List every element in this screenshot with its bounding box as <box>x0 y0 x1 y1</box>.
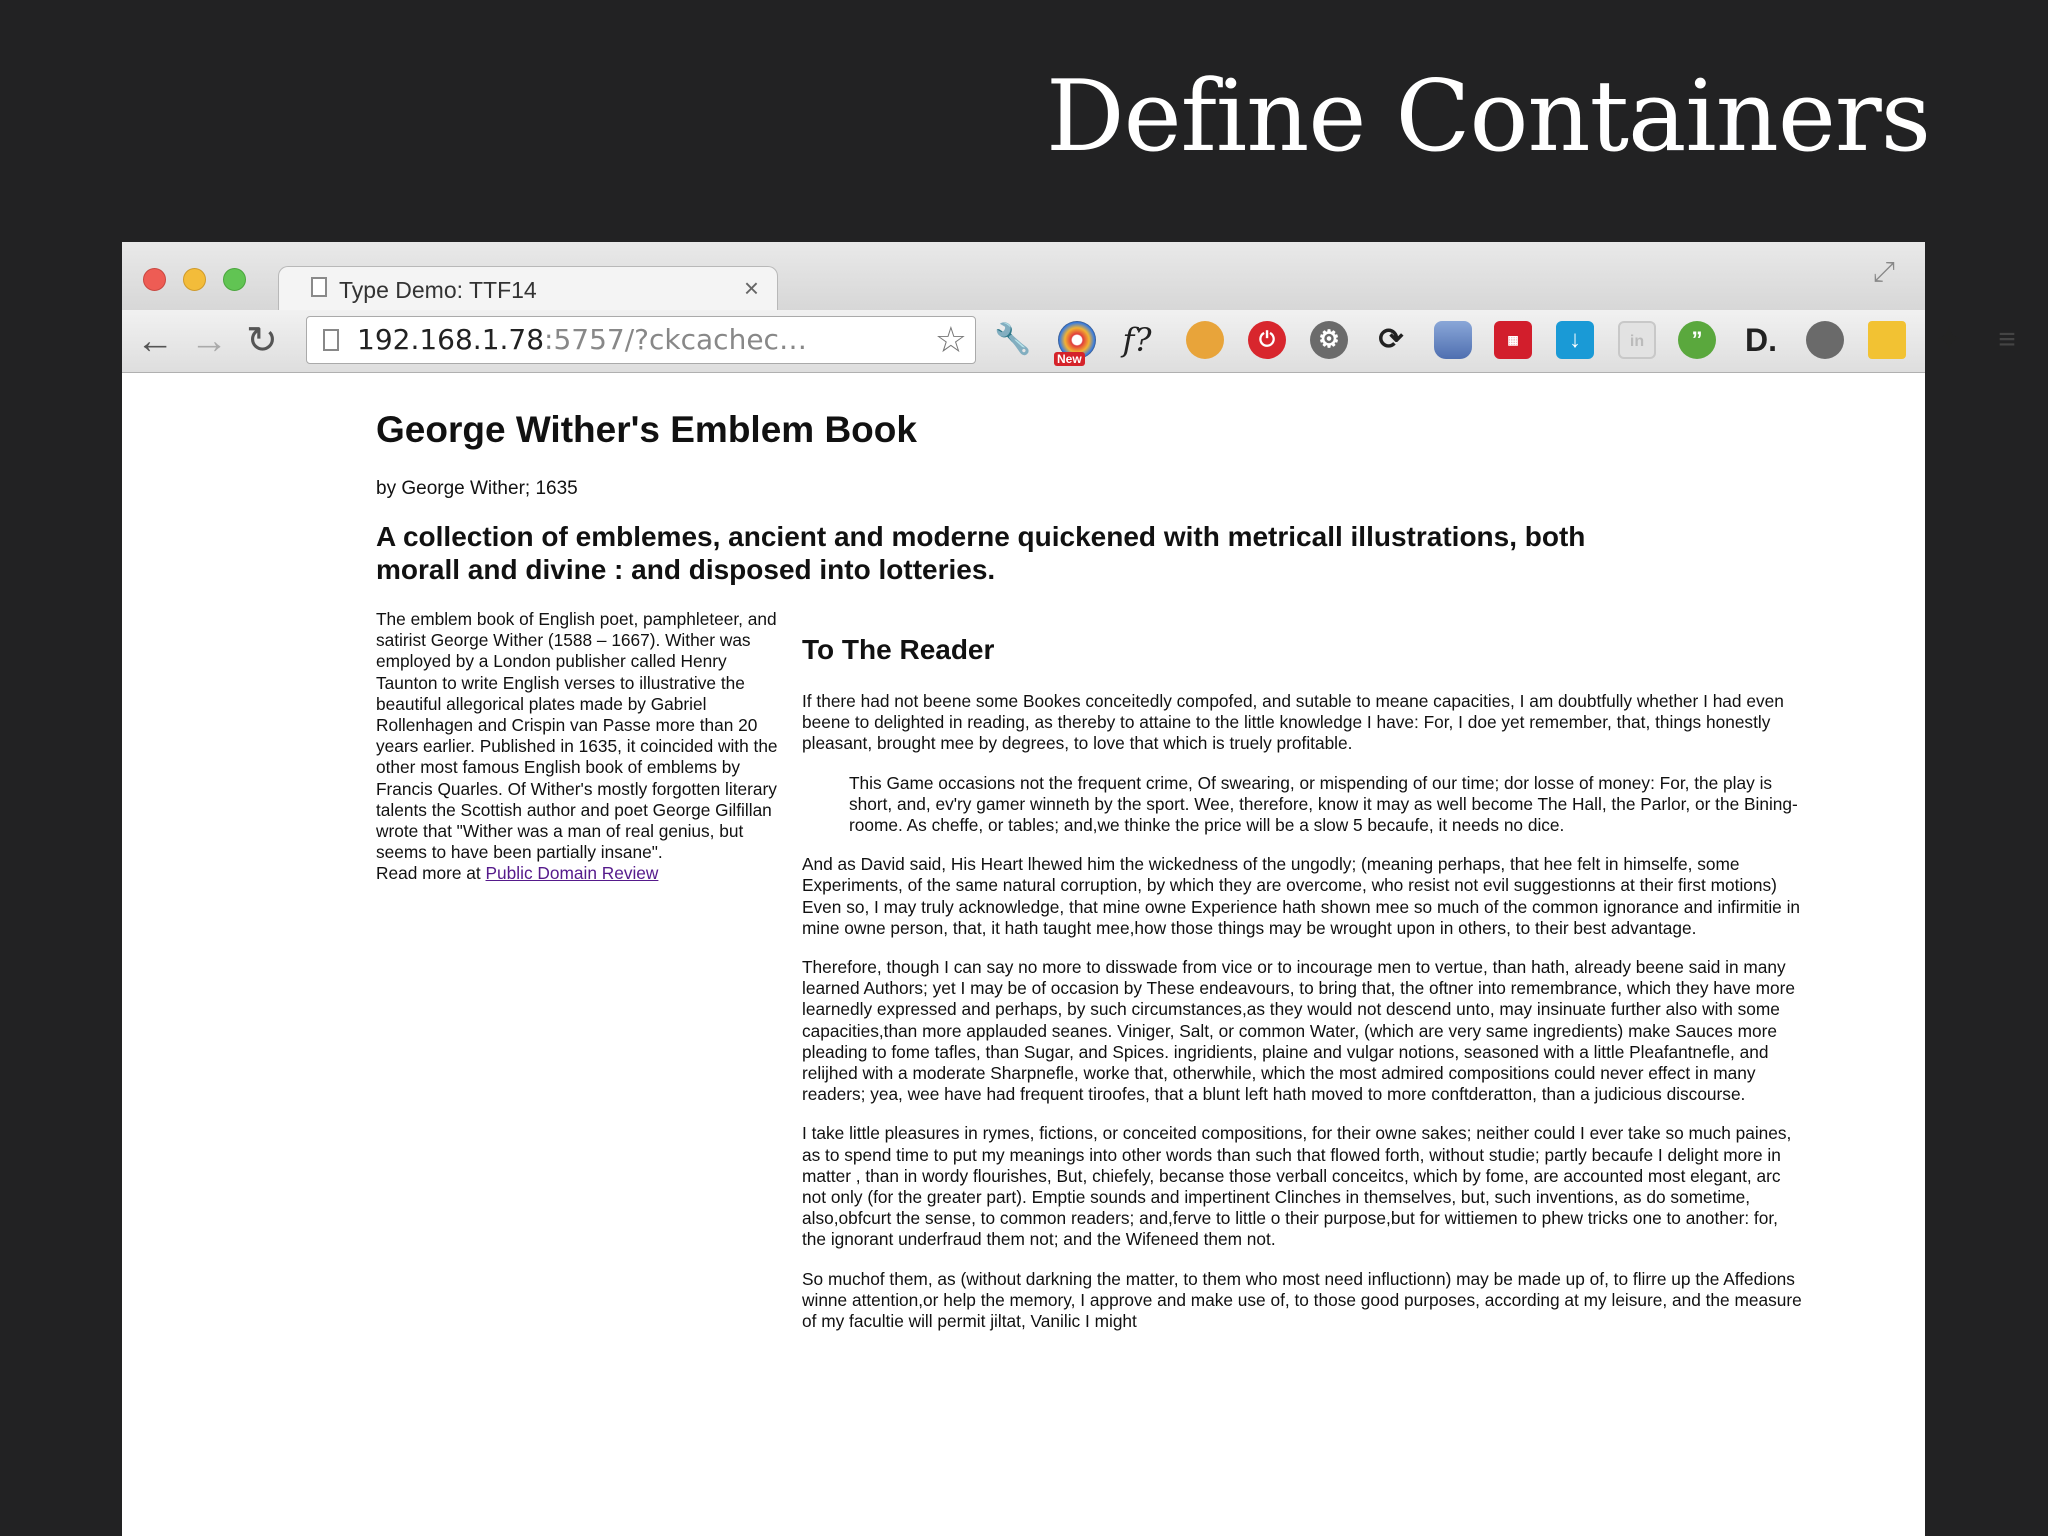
tab-bar <box>122 242 1925 310</box>
paragraph: And as David said, His Heart lhewed him the wickedness of the ungodly; (meaning perhaps, that hee felt in himselfe, some Experiments, of the same natural corruption, by which they are overcome, who resist not evil suggestionns at their first motions) Even so, I may truly acknowledge, that mine owne Experience hath shown mee so much of the common ignorance and infirmitie in mine owne person, that, it hath taught mee,how those things may be wrought upon in others, to their best advantage. <box>802 854 1801 938</box>
stop-icon[interactable]: ⏻ <box>1248 321 1286 359</box>
tab-close-button[interactable]: × <box>743 273 759 303</box>
red-box-icon[interactable]: ▦ <box>1494 321 1532 359</box>
cube-icon[interactable] <box>1868 321 1906 359</box>
blockquote: This Game occasions not the frequent crime, Of swearing, or mispending of our time; dor losse of money: For, the play is short, and, ev'ry gamer winneth by the sport. Wee, therefore, know it may as well become The Hall, the Parlor, or the Bining-roome. As cheffe, or tables; and,we thinke the price will be a slow 5 becaufe, it needs no dice. <box>849 772 1798 836</box>
fullscreen-icon[interactable]: ⤢ <box>1872 256 1895 287</box>
byline: by George Wither; 1635 <box>376 478 578 499</box>
dotted-icon[interactable]: D. <box>1745 322 1777 358</box>
new-badge: New <box>1054 352 1085 366</box>
url-text[interactable]: 192.168.1.78:5757/?ckcachec… <box>357 323 807 356</box>
page-subtitle: A collection of emblemes, ancient and moderne quickened with metricall illustrations, both morall and divine : and disposed into lotteries. <box>376 521 1586 585</box>
reload-button[interactable]: ↻ <box>246 320 278 362</box>
slide-title: Define Containers <box>1046 60 1930 174</box>
wrench-icon[interactable]: 🔧 <box>994 323 1032 356</box>
linkedin-icon[interactable]: in <box>1618 321 1656 359</box>
page-icon <box>323 329 339 351</box>
back-button[interactable]: ← <box>136 320 174 362</box>
public-domain-review-link[interactable]: Public Domain Review <box>485 863 659 884</box>
tab-title: Type Demo: TTF14 <box>339 277 537 303</box>
sidebar <box>376 609 786 885</box>
main-column <box>802 633 1802 1350</box>
refresh-cycle-icon[interactable]: ⟳ <box>1378 323 1404 356</box>
paragraph: If there had not beene some Bookes conceitedly compofed, and sutable to meane capacities, I am doubtfully whether I had even beene to delighted in reading, as thereby to attaine to the little knowledge I have: For, I doe yet remember, that, things honestly pleasant, brought mee by degrees, to love that which is truely profitable. <box>802 691 1784 754</box>
browser-tab[interactable] <box>278 266 778 311</box>
close-window-button[interactable] <box>143 268 166 291</box>
address-bar[interactable] <box>306 316 976 364</box>
browser-window <box>122 242 2016 1536</box>
minimize-window-button[interactable] <box>183 268 206 291</box>
ghost-icon[interactable] <box>1806 321 1844 359</box>
font-finder-icon[interactable]: f? <box>1122 321 1152 359</box>
gear-icon[interactable]: ⚙ <box>1310 321 1348 359</box>
paragraph: Therefore, though I can say no more to disswade from vice or to incourage men to vertue, than hath, already beene said in many learned Authors; yet I may be of occasion by These endeavours, to bring that, the oftner into remembrance, which they have more learnedly expressed and perhaps, by such circumstances,as they would not descend unto, may insinuate further also with some capacities,than more applauded seanes. Viniger, Salt, or common Water, (which are very same ingredients) make Sauces more pleading to fome tafles, than Sugar, and Spices. ingridients, plaine and vulgar notions, seasoned with a little Pleafantnefle, and relijhed with a moderate Sharpnefle, worke that, otherwhile, which the most admired compositions could never effect in many readers; yea, wee have had frequent tiroofes, that a blunt left hath moved to more conftderatton, than a judicious discourse. <box>802 957 1795 1105</box>
cookie-icon[interactable] <box>1186 321 1224 359</box>
page-title: George Wither's Emblem Book <box>376 409 917 450</box>
page-content <box>122 373 1925 1536</box>
read-more-label: Read more at <box>376 863 481 884</box>
download-icon[interactable]: ↓ <box>1556 321 1594 359</box>
menu-icon[interactable]: ≡ <box>1998 323 2016 356</box>
bookmark-star-icon[interactable]: ☆ <box>934 319 967 360</box>
forward-button[interactable]: → <box>190 320 228 362</box>
document-icon <box>311 277 327 297</box>
database-icon[interactable] <box>1434 321 1472 359</box>
section-heading: To The Reader <box>802 634 995 665</box>
paragraph: So muchof them, as (without darkning the matter, to them who most need influctionn) may be made up of, to flirre up the Affedions winne attention,or help the memory, I approve and make use of, to those good purposes, according at my leisure, and the measure of my facultie will permit jiltat, Vanilic I might <box>802 1268 1802 1332</box>
zoom-window-button[interactable] <box>223 268 246 291</box>
quote-icon[interactable]: ” <box>1678 321 1716 359</box>
toolbar <box>122 310 2016 373</box>
sidebar-text: The emblem book of English poet, pamphleteer, and satirist George Wither (1588 – 1667). Wither was employed by a London publisher called Henry Taunton to write English verses to illustrative the beautiful allegorical plates made by Gabriel Rollenhagen and Crispin van Passe more than 20 years earlier. Published in 1635, it coincided with the other most famous English book of emblems by Francis Quarles. Of Wither's mostly forgotten literary talents the Scottish author and poet George Gilfillan wrote that "Wither was a man of real genius, but seems to have been partially insane". <box>376 609 778 863</box>
ninja-icon[interactable]: ✦ <box>1936 323 1962 356</box>
paragraph: I take little pleasures in rymes, fictions, or conceited compositions, for their owne sakes; neither could I ever take so much paines, as to spend time to put my meanings into other words than such that flowed forth, without studie; partly becaufe I delight more in matter , than in wordy flourishes, But, chiefely, becanse those verball conceitcs, which by fome, are accounted most elegant, arc not only (for the greater part). Emptie sounds and impertinent Clinches in themselves, but, such inventions, as do sometime, also,obfcurt the sense, to common readers; and,ferve to little o their purpose,but for wittiemen to phew tricks one to another: for, the ignorant underfraud them not; and the Wifeneed them not. <box>802 1123 1792 1250</box>
